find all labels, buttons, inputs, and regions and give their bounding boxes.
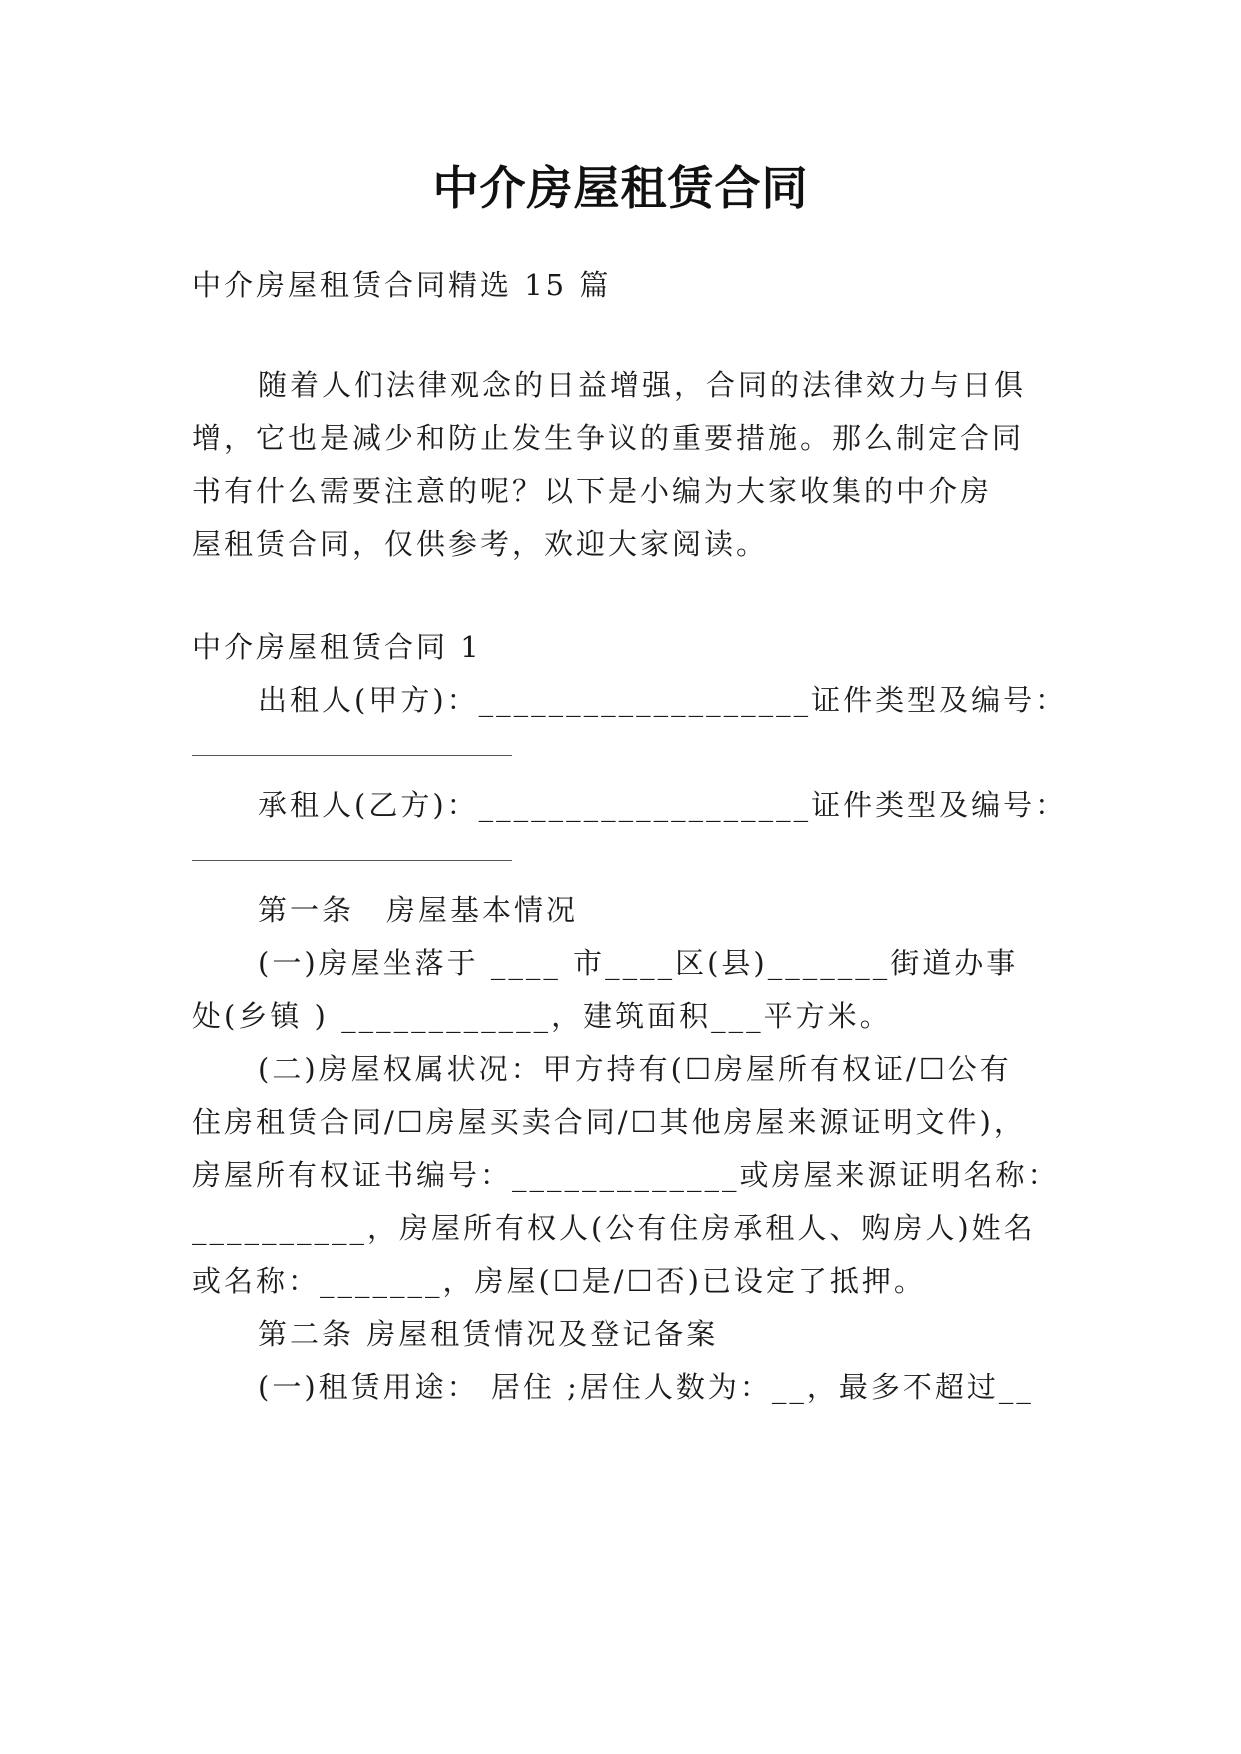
document-subtitle: 中介房屋租赁合同精选 15 篇 [192, 268, 612, 302]
intro-line-3: 书有什么需要注意的呢？以下是小编为大家收集的中介房 [192, 474, 993, 508]
article-1-line-5: 房屋所有权证书编号：_____________或房屋来源证明名称： [192, 1158, 1060, 1192]
article-1-line-4: 住房租赁合同/☐房屋买卖合同/☐其他房屋来源证明文件)， [192, 1105, 1026, 1139]
intro-line-4: 屋租赁合同，仅供参考，欢迎大家阅读。 [192, 527, 769, 561]
intro-line-1: 随着人们法律观念的日益增强，合同的法律效力与日俱 [258, 368, 1027, 402]
article-1-line-3: (二)房屋权属状况：甲方持有(☐房屋所有权证/☐公有 [258, 1052, 1012, 1086]
article-1-line-7: 或名称：_______，房屋(☐是/☐否)已设定了抵押。 [192, 1264, 926, 1298]
lessee-id-blank [192, 860, 512, 861]
lessee-line: 承租人(乙方)：___________________证件类型及编号： [258, 788, 1068, 822]
document-title: 中介房屋租赁合同 [432, 161, 809, 215]
article-1-line-2: 处(乡镇 ) ____________，建筑面积___平方米。 [192, 999, 892, 1033]
article-1-line-1: (一)房屋坐落于 ____ 市____区(县)_______街道办事 [258, 946, 1019, 980]
lessor-line: 出租人(甲方)：___________________证件类型及编号： [258, 683, 1068, 717]
article-2-line-1: (一)租赁用途： 居住 ;居住人数为：__，最多不超过__ [258, 1370, 1034, 1404]
article-1-line-6: __________，房屋所有权人(公有住房承租人、购房人)姓名 [192, 1211, 1036, 1245]
article-1-heading: 第一条 房屋基本情况 [258, 893, 579, 927]
article-2-heading: 第二条 房屋租赁情况及登记备案 [258, 1317, 719, 1351]
lessor-id-blank [192, 755, 512, 756]
intro-line-2: 增，它也是减少和防止发生争议的重要措施。那么制定合同 [192, 421, 1025, 455]
contract-heading: 中介房屋租赁合同 1 [192, 630, 482, 664]
